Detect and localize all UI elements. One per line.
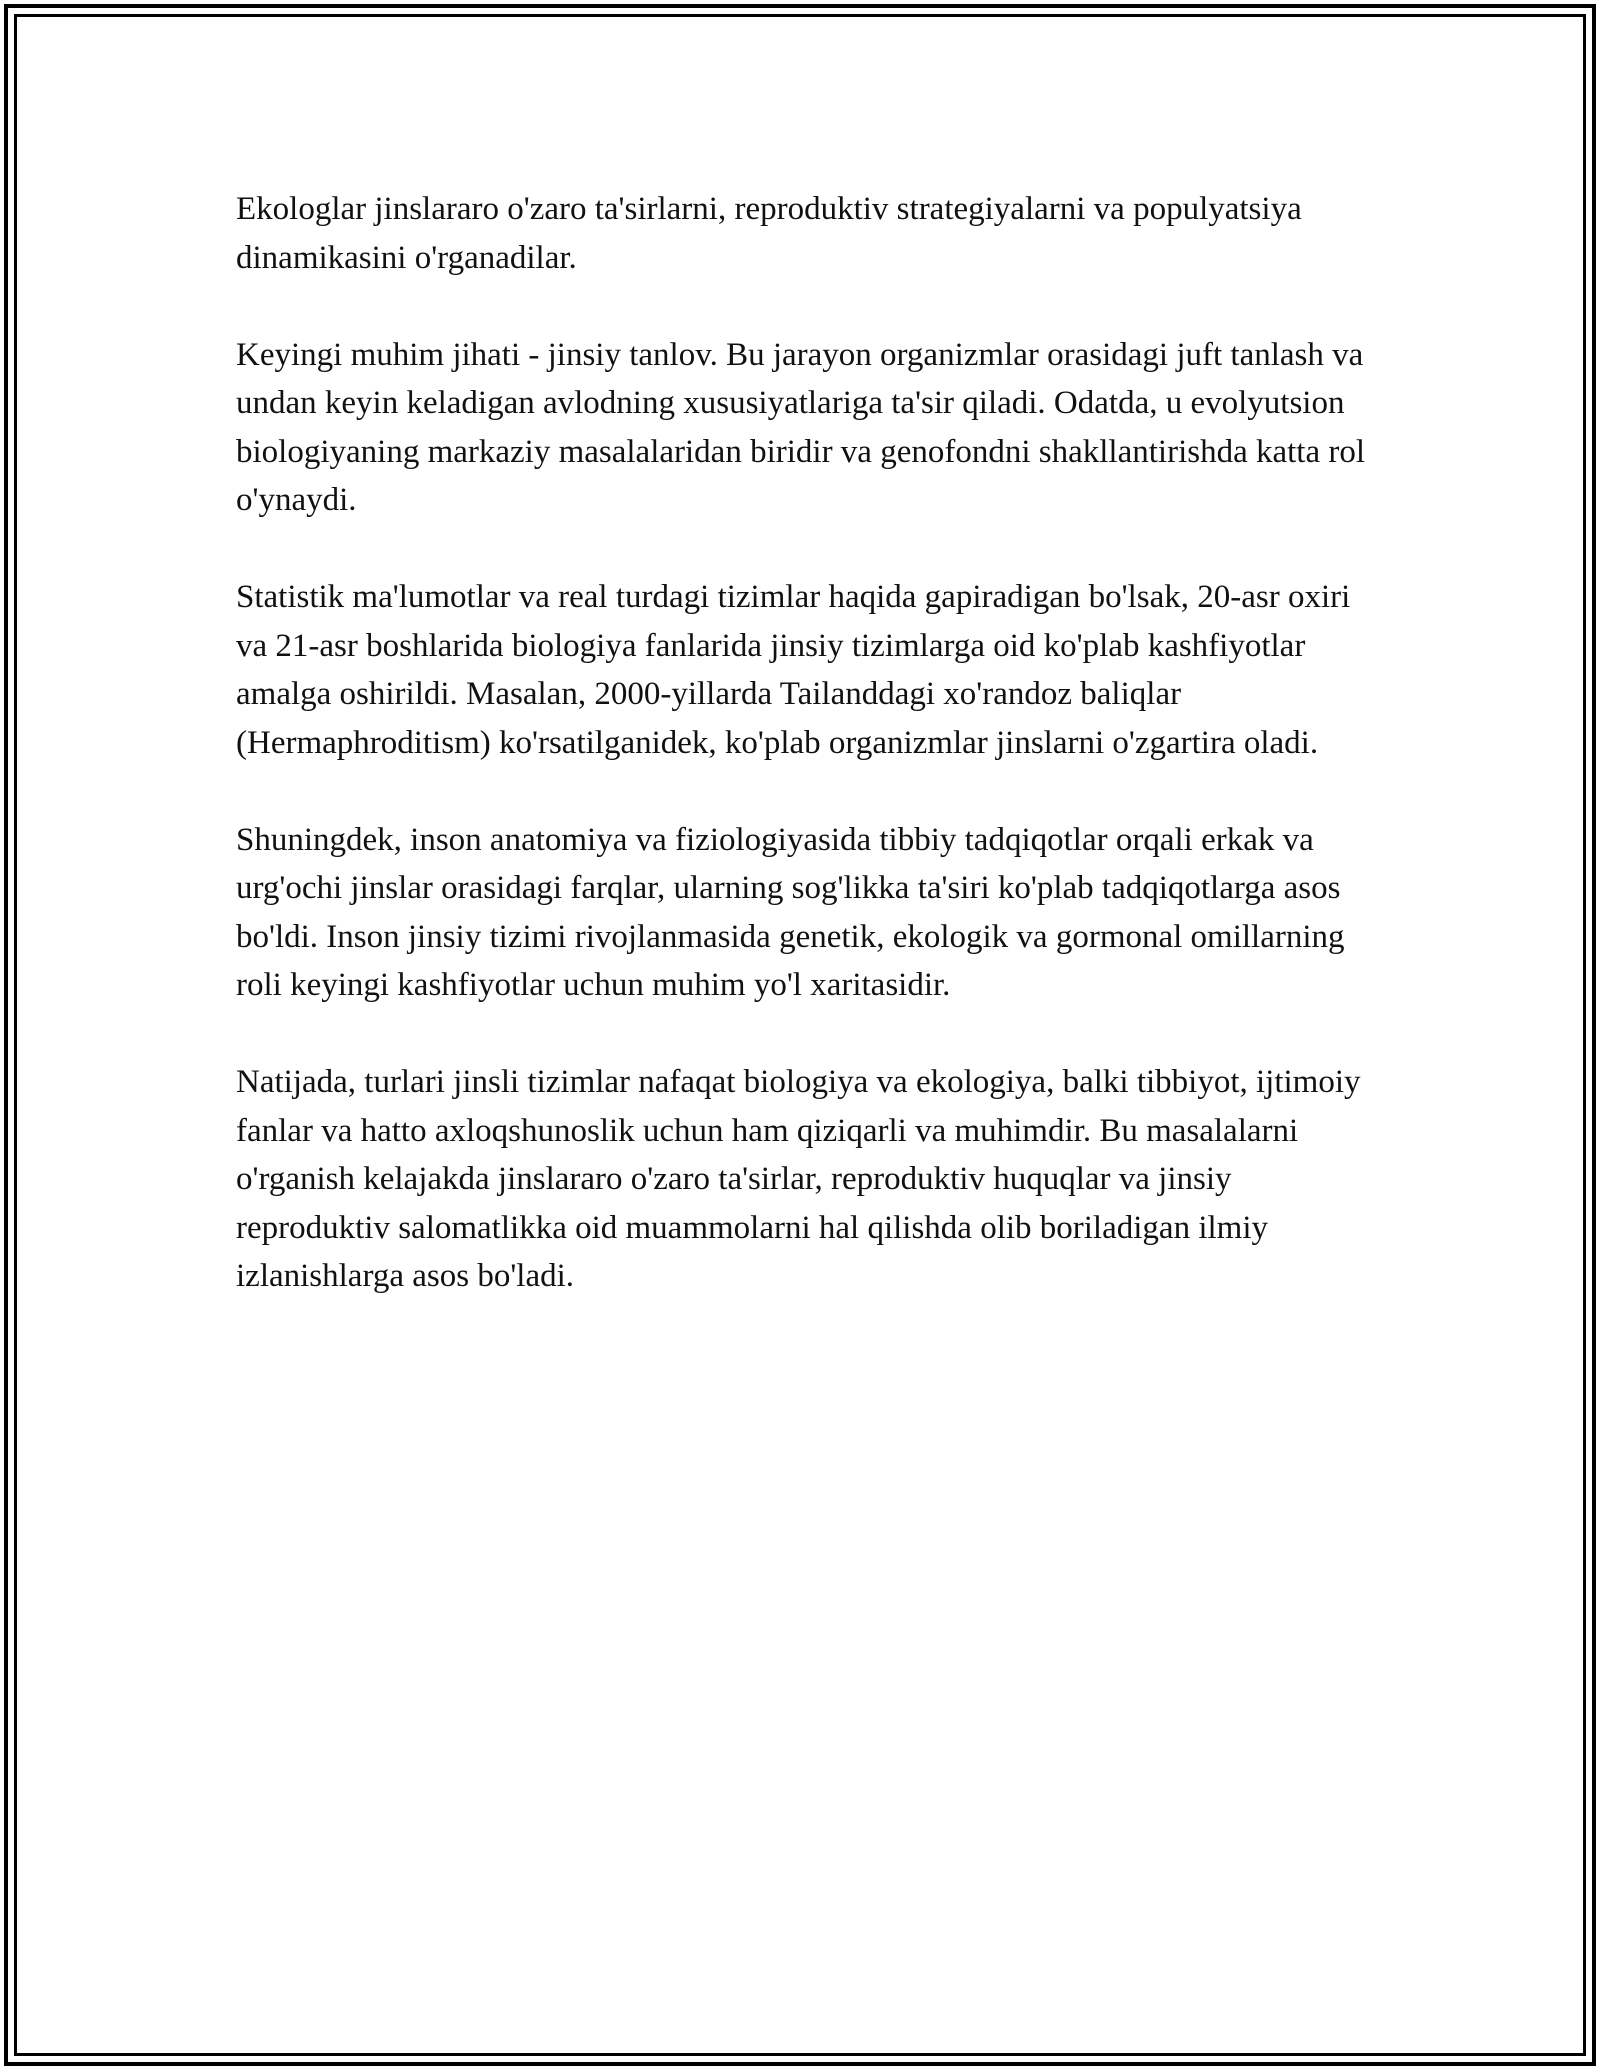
paragraph-5: Natijada, turlari jinsli tizimlar nafaqat biologiya va ekologiya, balki tibbiyot, ijtimoiy fanlar va hatto axloqshunoslik uchun ham qiziqarli va muhimdir. Bu masalalarni o'rganish kelajakda jinslararo o'zaro ta'sirlar, reproduktiv huquqlar va jinsiy reproduktiv salomatlikka oid muammolarni hal qilishda olib boriladigan ilmiy izlanishlarga asos bo'ladi. [236,1064,1361,1294]
paragraph-4: Shuningdek, inson anatomiya va fiziologiyasida tibbiy tadqiqotlar orqali erkak va urg'ochi jinslar orasidagi farqlar, ularning sog'likka ta'siri ko'plab tadqiqotlarga asos bo'ldi. Inson jinsiy tizimi rivojlanmasida genetik, ekologik va gormonal omillarning roli keyingi kashfiyotlar uchun muhim yo'l xaritasidir. [236,821,1345,1003]
paragraph-1: Ekologlar jinslararo o'zaro ta'sirlarni, reproduktiv strategiyalarni va populyatsiya dinamikasini o'rganadilar. [236,191,1302,276]
paragraph-2: Keyingi muhim jihati - jinsiy tanlov. Bu jarayon organizmlar orasidagi juft tanlash va undan keyin keladigan avlodning xususiyatlariga ta'sir qiladi. Odatda, u evolyutsion biologiyaning markaziy masalalaridan biridir va genofondni shakllantirishda katta rol o'ynaydi. [236,336,1366,518]
document-body [236,185,1376,1349]
paragraph-3: Statistik ma'lumotlar va real turdagi tizimlar haqida gapiradigan bo'lsak, 20-asr oxiri va 21-asr boshlarida biologiya fanlarida jinsiy tizimlarga oid ko'plab kashfiyotlar amalga oshirildi. Masalan, 2000-yillarda Tailanddagi xo'randoz baliqlar (Hermaphroditism) ko'rsatilganidek, ko'plab organizmlar jinslarni o'zgartira oladi. [236,579,1351,761]
